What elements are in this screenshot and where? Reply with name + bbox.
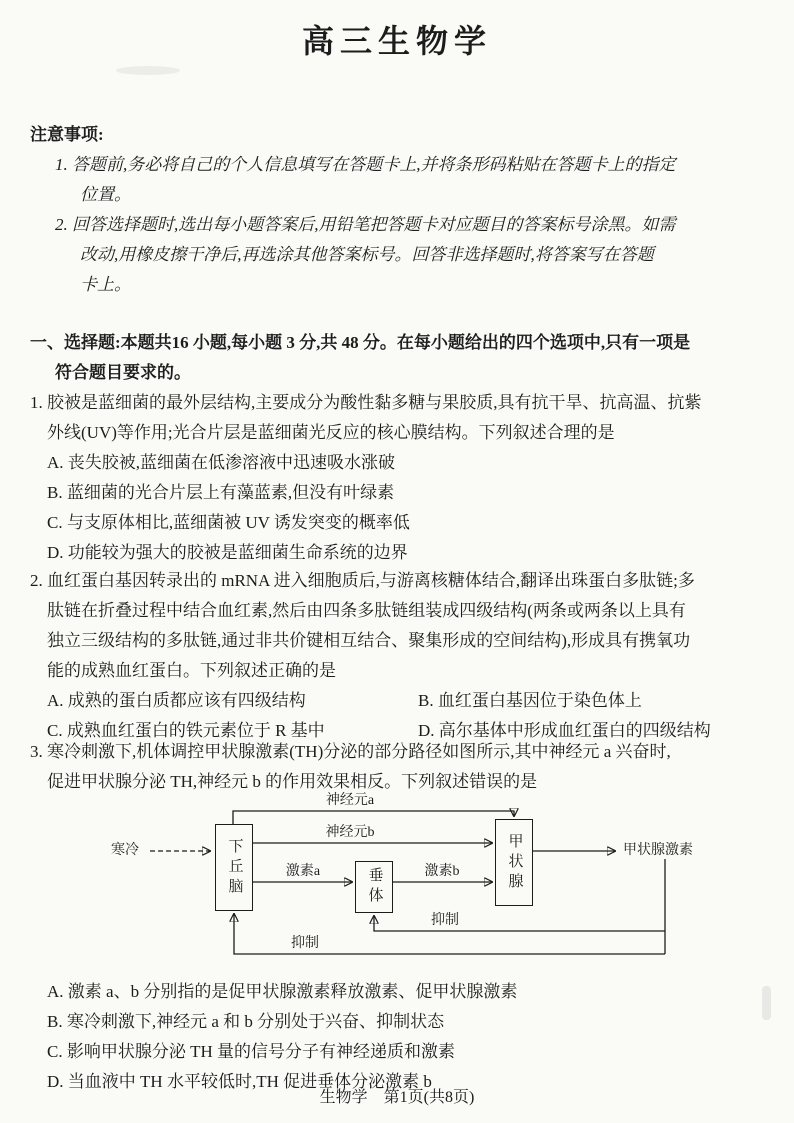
thyroid-hormone-label: 甲状腺激素: [623, 843, 693, 858]
hypothalamus-label: 下丘脑: [226, 837, 243, 898]
question-stem-line: 独立三级结构的多肽链,通过非共价键相互结合、聚集形成的空间结构),形成具有携氧功: [47, 631, 691, 650]
notice-item-2: [30, 210, 767, 300]
option-a: A. 成熟的蛋白质都应该有四级结构: [47, 691, 306, 710]
option-c: C. 成熟血红蛋白的铁元素位于 R 基中: [47, 721, 325, 740]
cold-label: 寒冷: [111, 843, 139, 858]
page-title: 高三生物学: [301, 23, 492, 59]
option-b: B. 蓝细菌的光合片层上有藻蓝素,但没有叶绿素: [47, 483, 395, 502]
question-stem-line: 3. 寒冷刺激下,机体调控甲状腺激素(TH)分泌的部分路径如图所示,其中神经元 a 兴奋时,: [30, 742, 671, 761]
section-header-line: 符合题目要求的。: [55, 363, 191, 382]
question-3: [30, 737, 767, 797]
neuron-b-label: 神经元b: [325, 825, 375, 840]
question-stem-line: 外线(UV)等作用;光合片层是蓝细菌光反应的核心膜结构。下列叙述合理的是: [47, 423, 615, 442]
notice-item-line: 位置。: [80, 185, 131, 204]
option-c: C. 影响甲状腺分泌 TH 量的信号分子有神经递质和激素: [47, 1042, 455, 1061]
pituitary-box: [355, 861, 393, 913]
inhibit-pituitary-arrow: [374, 916, 665, 931]
inhibit-label-hypothalamus: 抑制: [291, 936, 319, 951]
footer-subject: 生物学: [319, 1089, 368, 1106]
hormone-b-label: 激素b: [424, 864, 460, 879]
question-1: [30, 388, 767, 568]
question-3-options: [30, 977, 767, 1097]
option-d: D. 当血液中 TH 水平较低时,TH 促进垂体分泌激素 b: [47, 1072, 432, 1091]
hormone-a-label: 激素a: [285, 864, 321, 879]
page-footer: [0, 1087, 794, 1109]
option-b: B. 血红蛋白基因位于染色体上: [418, 691, 642, 710]
notice-item-line: 2. 回答选择题时,选出每小题答案后,用铅笔把答题卡对应题目的答案标号涂黑。如需: [55, 215, 676, 234]
option-c: C. 与支原体相比,蓝细菌被 UV 诱发突变的概率低: [47, 513, 410, 532]
thyroid-box: [495, 819, 533, 906]
pituitary-label: 垂体: [366, 867, 383, 907]
question-stem-line: 1. 胶被是蓝细菌的最外层结构,主要成分为酸性黏多糖与果胶质,具有抗干旱、抗高温、抗紫: [30, 393, 702, 412]
option-d: D. 高尔基体中形成血红蛋白的四级结构: [418, 721, 711, 740]
question-stem-line: 肽链在折叠过程中结合血红素,然后由四条多肽链组装成四级结构(两条或两条以上具有: [47, 601, 686, 620]
notice-item-line: 1. 答题前,务必将自己的个人信息填写在答题卡上,并将条形码粘贴在答题卡上的指定: [55, 155, 676, 174]
neuron-a-label: 神经元a: [325, 793, 375, 808]
option-a: A. 激素 a、b 分别指的是促甲状腺激素释放激素、促甲状腺激素: [47, 982, 518, 1001]
hypothalamus-box: [215, 824, 253, 911]
notice-heading: 注意事项:: [30, 125, 104, 144]
th-pathway-diagram: [105, 789, 735, 969]
pathway-diagram-lines: [105, 789, 735, 969]
notice-item-line: 卡上。: [80, 275, 131, 294]
option-row: [30, 686, 767, 716]
question-stem-line: 促进甲状腺分泌 TH,神经元 b 的作用效果相反。下列叙述错误的是: [47, 772, 538, 791]
notice-item-line: 改动,用橡皮擦干净后,再选涂其他答案标号。回答非选择题时,将答案写在答题: [80, 245, 654, 264]
option-b: B. 寒冷刺激下,神经元 a 和 b 分别处于兴奋、抑制状态: [47, 1012, 445, 1031]
thyroid-label: 甲状腺: [506, 832, 523, 893]
question-stem-line: 2. 血红蛋白基因转录出的 mRNA 进入细胞质后,与游离核糖体结合,翻译出珠蛋白多肽链;多: [30, 571, 695, 590]
question-2: [30, 566, 767, 746]
notice-section: [30, 120, 767, 300]
notice-item-1: [30, 150, 767, 210]
option-d: D. 功能较为强大的胶被是蓝细菌生命系统的边界: [47, 543, 408, 562]
option-a: A. 丧失胶被,蓝细菌在低渗溶液中迅速吸水涨破: [47, 453, 396, 472]
section-header-line: 一、选择题:本题共16 小题,每小题 3 分,共 48 分。在每小题给出的四个选项中,只有一项是: [30, 333, 691, 352]
neuron-a-arrow: [233, 811, 514, 825]
section-header: [30, 328, 767, 388]
question-stem-line: 能的成熟血红蛋白。下列叙述正确的是: [47, 661, 336, 680]
scan-artifact: [116, 66, 180, 75]
footer-page-info: 第1页(共8页): [383, 1089, 475, 1106]
inhibit-label-pituitary: 抑制: [431, 913, 459, 928]
